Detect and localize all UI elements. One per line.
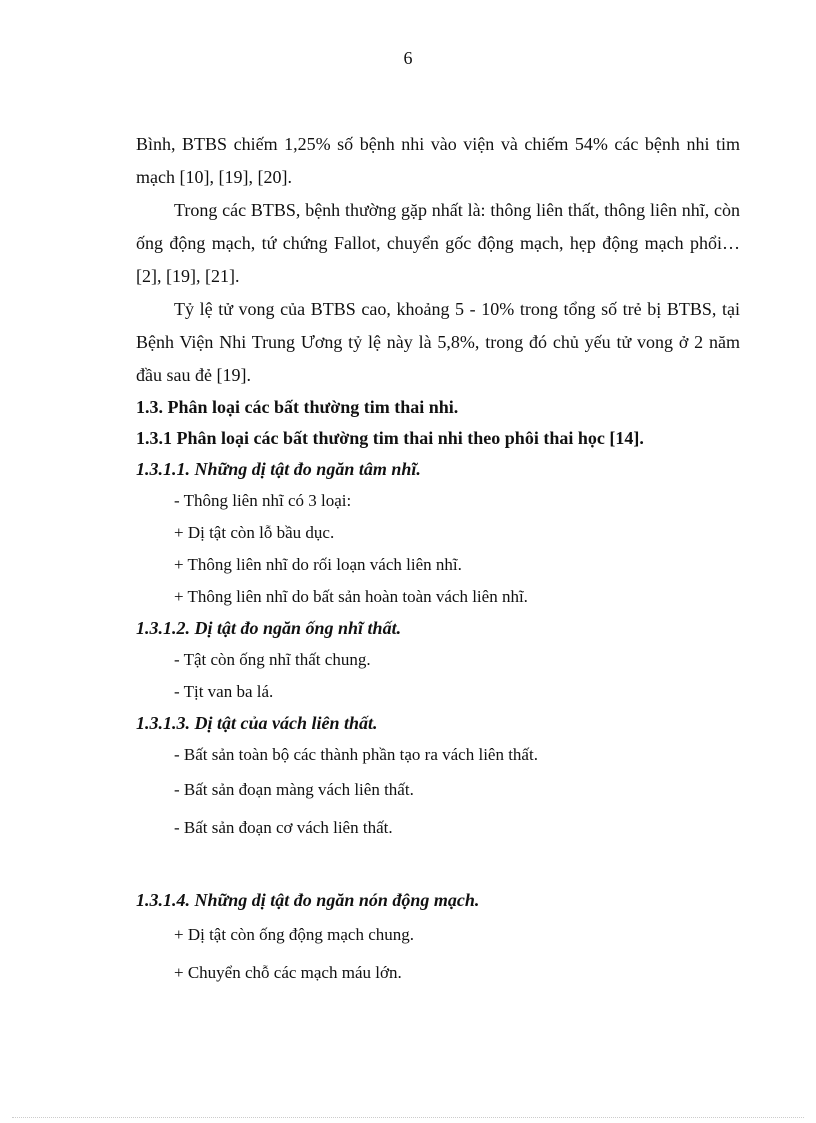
document-body [136, 128, 740, 992]
paragraph-btbs-rate: Bình, BTBS chiếm 1,25% số bệnh nhi vào viện và chiếm 54% các bệnh nhi tim mạch [10], [19], [20]. [136, 134, 740, 187]
list-item: + Chuyển chỗ các mạch máu lớn. [174, 963, 402, 982]
list-item: - Bất sản đoạn cơ vách liên thất. [174, 818, 393, 837]
list-item: - Thông liên nhĩ có 3 loại: [174, 491, 352, 510]
list-item: - Bất sản đoạn màng vách liên thất. [174, 780, 414, 799]
subheading-1-3-1-3: 1.3.1.3. Dị tật của vách liên thất. [136, 713, 378, 733]
list-item: + Dị tật còn lỗ bầu dục. [174, 523, 335, 542]
subheading-1-3-1-2: 1.3.1.2. Dị tật đo ngăn ống nhĩ thất. [136, 618, 402, 638]
section-gap [136, 847, 740, 885]
list-item: - Tật còn ống nhĩ thất chung. [174, 650, 371, 669]
list-item: - Bất sản toàn bộ các thành phần tạo ra vách liên thất. [174, 745, 538, 764]
paragraph-common-diseases: Trong các BTBS, bệnh thường gặp nhất là: thông liên thất, thông liên nhĩ, còn ống động mạch, tứ chứng Fallot, chuyển gốc động mạch, hẹp động mạch phổi… [2], [19], [21]. [136, 200, 740, 286]
list-item: + Dị tật còn ống động mạch chung. [174, 925, 414, 944]
heading-1-3: 1.3. Phân loại các bất thường tim thai nhi. [136, 397, 459, 417]
heading-1-3-1: 1.3.1 Phân loại các bất thường tim thai nhi theo phôi thai học [14]. [136, 428, 644, 448]
subheading-1-3-1-4: 1.3.1.4. Những dị tật đo ngăn nón động mạch. [136, 890, 480, 910]
page-bottom-divider [12, 1117, 804, 1118]
subheading-1-3-1-1: 1.3.1.1. Những dị tật đo ngăn tâm nhĩ. [136, 459, 421, 479]
list-item: + Thông liên nhĩ do rối loạn vách liên nhĩ. [174, 555, 462, 574]
list-item: - Tịt van ba lá. [174, 682, 274, 701]
paragraph-mortality: Tỷ lệ tử vong của BTBS cao, khoảng 5 - 10% trong tổng số trẻ bị BTBS, tại Bệnh Viện Nhi Trung Ương tỷ lệ này là 5,8%, trong đó chủ yếu tử vong ở 2 năm đầu sau đẻ [19]. [136, 299, 740, 385]
list-item: + Thông liên nhĩ do bất sản hoàn toàn vách liên nhĩ. [174, 587, 528, 606]
page-number: 6 [403, 48, 413, 68]
